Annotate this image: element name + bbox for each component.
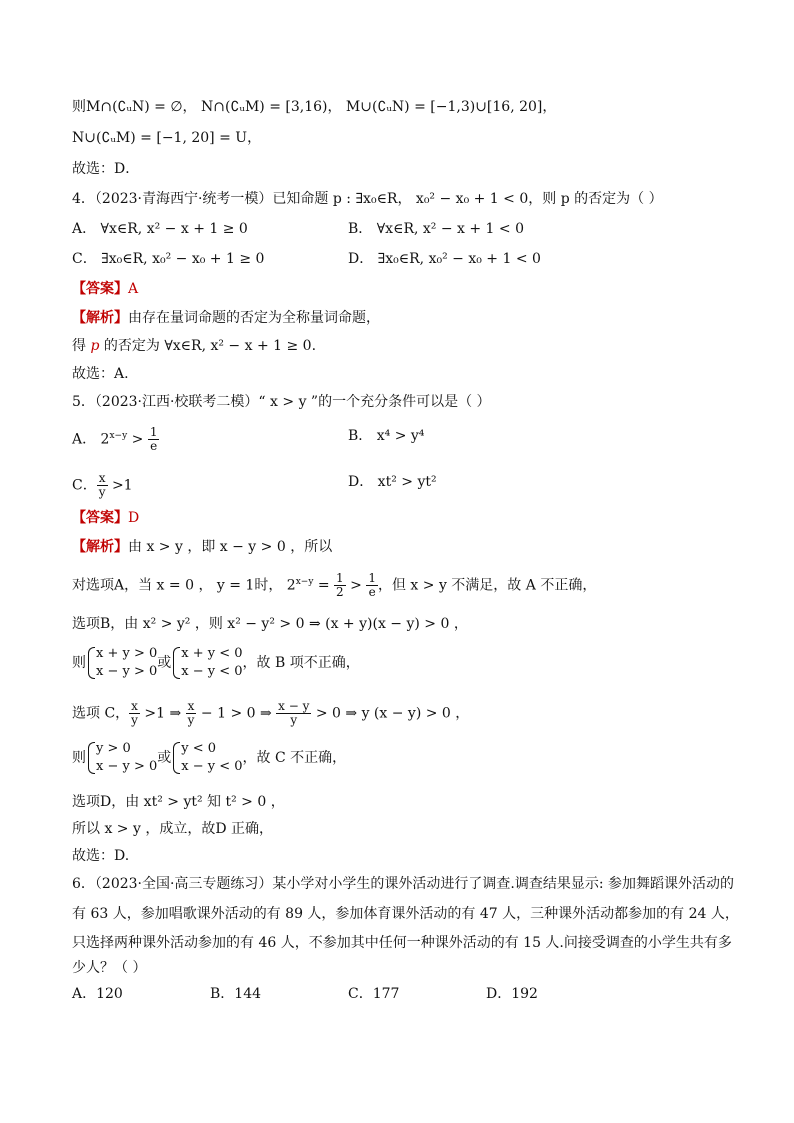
q5-a6-pre: 则 — [72, 750, 86, 766]
q5-a5-frac-1 — [129, 700, 140, 727]
q5-a5-f3d: y — [290, 713, 298, 727]
q5-analysis-1 — [72, 537, 722, 557]
q6-stem-line-4: 少人？（ ） — [72, 960, 147, 976]
q5-option-a — [72, 426, 159, 453]
q5-analysis-8: 所以 x > y ，成立，故D 正确， — [72, 821, 274, 837]
q4-option-a: A． ∀x∈R, x² − x + 1 ≥ 0 — [72, 221, 248, 237]
q4-analysis-2-post: 的否定为 ∀x∈R, x² − x + 1 ≥ 0. — [99, 338, 317, 354]
q5-a5-frac-3 — [276, 700, 311, 727]
q5-a6-system-2 — [171, 740, 242, 776]
prev-solution-line-1: 则M∩(∁ᵤN) = ∅， N∩(∁ᵤM) = [3,16)， M∪(∁ᵤN) = [−1,3)∪[16, 20]， — [72, 99, 557, 115]
q5-a2-den2: e — [368, 585, 376, 600]
q5-analysis-5 — [72, 700, 722, 727]
q4-analysis-2 — [72, 336, 722, 356]
q5-option-c-frac — [97, 472, 108, 499]
q5-a4-s2b: x − y < 0 — [181, 664, 243, 679]
q5-analysis-3: 选项B，由 x² > y² ，则 x² − y² > 0 ⇒ (x + y)(x − y) > 0 ， — [72, 616, 468, 632]
q5-option-c-label: C． — [72, 477, 97, 494]
prev-solution-line-2: N∪(∁ᵤM) = [−1, 20] = U， — [72, 130, 262, 146]
q6-option-c: C．177 — [348, 986, 400, 1002]
answer-tag: 【答案】 — [72, 510, 128, 526]
q5-a5-f3n: x − y — [278, 699, 310, 713]
q5-stem: 5．（2023·江西·校联考二模）“ x > y ”的一个充分条件可以是（ ） — [72, 394, 491, 410]
q5-a5-frac-2 — [186, 700, 197, 727]
q5-choice: 故选：D. — [72, 848, 130, 864]
q5-a6-or: 或 — [157, 750, 172, 766]
q5-a5-m2: − 1 > 0 ⇒ — [196, 705, 277, 722]
q5-option-a-den: e — [150, 439, 158, 454]
q5-a6-s2a: y < 0 — [181, 741, 217, 756]
q5-a4-s1a: x + y > 0 — [96, 646, 158, 661]
q5-a2-eq: = — [313, 577, 335, 594]
q5-a5-f2d: y — [187, 713, 195, 727]
q5-a5-f1d: y — [131, 713, 138, 727]
q5-a4-pre: 则 — [72, 655, 86, 671]
q5-a4-system-2 — [171, 645, 242, 681]
prev-solution-choice: 故选：D． — [72, 161, 140, 177]
q6-option-b: B．144 — [210, 986, 262, 1002]
q5-a6-s2b: x − y < 0 — [181, 759, 243, 774]
q5-option-c-post: >1 — [107, 477, 133, 494]
q5-analysis-text-1: 由 x > y ，即 x − y > 0 ，所以 — [128, 539, 333, 555]
q6-stem-line-2: 有 63 人，参加唱歌课外活动的有 89 人，参加体育课外活动的有 47 人，三种课外活动都参加的有 24 人， — [72, 906, 739, 922]
q5-option-d: D． xt² > yt² — [348, 474, 437, 490]
q5-analysis-4 — [72, 645, 722, 685]
q5-a2-num1: 1 — [336, 571, 344, 586]
q5-answer-value: D — [128, 510, 140, 526]
q5-a2-post: ，但 x > y 不满足，故 A 不正确， — [377, 577, 597, 594]
q5-a6-system-1 — [86, 740, 157, 776]
q4-analysis-1 — [72, 308, 722, 328]
q5-analysis-2 — [72, 572, 722, 599]
q5-a5-f1n: x — [131, 699, 138, 713]
q5-a2-frac-1 — [334, 572, 346, 599]
q5-analysis-7: 选项D，由 xt² > yt² 知 t² > 0 ， — [72, 794, 285, 810]
q5-answer — [72, 508, 722, 528]
q4-option-c: C． ∃x₀∈R, x₀² − x₀ + 1 ≥ 0 — [72, 251, 265, 267]
q5-a2-num2: 1 — [368, 571, 376, 586]
q4-analysis-2-pre: 得 — [72, 338, 91, 354]
q5-a5-m1: >1 ⇒ — [139, 705, 186, 722]
q5-option-a-frac — [148, 426, 160, 453]
q4-option-d: D． ∃x₀∈R, x₀² − x₀ + 1 < 0 — [348, 251, 541, 267]
q4-analysis-text-1: 由存在量词命题的否定为全称量词命题， — [128, 310, 380, 326]
q6-option-d: D．192 — [486, 986, 538, 1002]
q5-option-a-num: 1 — [149, 425, 158, 440]
q5-a4-s1b: x − y > 0 — [96, 664, 158, 679]
analysis-tag: 【解析】 — [72, 310, 128, 326]
answer-tag: 【答案】 — [72, 281, 128, 297]
q4-answer — [72, 279, 722, 299]
q5-option-a-exp: x−y — [109, 431, 128, 441]
q5-a5-m3: > 0 ⇒ y (x − y) > 0 ， — [311, 705, 470, 722]
q5-a5-pre: 选项 C， — [72, 705, 130, 722]
q5-a2-pre: 对选项A，当 x = 0 ， y = 1时， 2 — [72, 577, 296, 594]
q6-option-a: A．120 — [72, 986, 123, 1002]
q5-a2-den1: 2 — [336, 585, 344, 600]
q5-analysis-6 — [72, 740, 722, 780]
q5-a6-s1a: y > 0 — [96, 741, 131, 756]
q5-a4-or: 或 — [157, 655, 172, 671]
q5-a2-frac-2 — [366, 572, 378, 599]
q5-a4-post: ，故 B 项不正确， — [242, 655, 360, 671]
q5-a4-s2a: x + y < 0 — [181, 646, 243, 661]
q5-option-c-num: x — [98, 471, 106, 485]
q5-option-b: B． x⁴ > y⁴ — [348, 428, 425, 444]
q4-analysis-2-p: p — [90, 338, 100, 354]
q4-stem: 4．（2023·青海西宁·统考一模）已知命题 p : ∃x₀∈R， x₀² − x₀ + 1 < 0，则 p 的否定为（ ） — [72, 191, 663, 207]
q5-a6-s1b: x − y > 0 — [96, 759, 158, 774]
q4-answer-value: A — [128, 281, 139, 297]
q5-option-a-gt: > — [127, 431, 148, 448]
q6-stem-line-1: 6．（2023·全国·高三专题练习）某小学对小学生的课外活动进行了调查.调查结果显示: 参加舞蹈课外活动的 — [72, 876, 735, 892]
q5-a4-system-1 — [86, 645, 157, 681]
analysis-tag: 【解析】 — [72, 539, 128, 555]
q5-a6-post: ，故 C 不正确， — [242, 750, 347, 766]
q4-choice: 故选：A. — [72, 366, 129, 382]
q5-option-c — [72, 472, 133, 499]
q5-a5-f2n: x — [187, 699, 195, 713]
q6-stem-line-3: 只选择两种课外活动参加的有 46 人，不参加其中任何一种课外活动的有 15 人.问接受调查的小学生共有多 — [72, 935, 732, 951]
q5-a2-gt: > — [345, 577, 367, 594]
q5-option-a-base: A． 2 — [72, 431, 110, 448]
q5-option-c-den: y — [98, 485, 106, 499]
q5-a2-exp: x−y — [295, 577, 314, 587]
q4-option-b: B． ∀x∈R, x² − x + 1 < 0 — [348, 221, 524, 237]
